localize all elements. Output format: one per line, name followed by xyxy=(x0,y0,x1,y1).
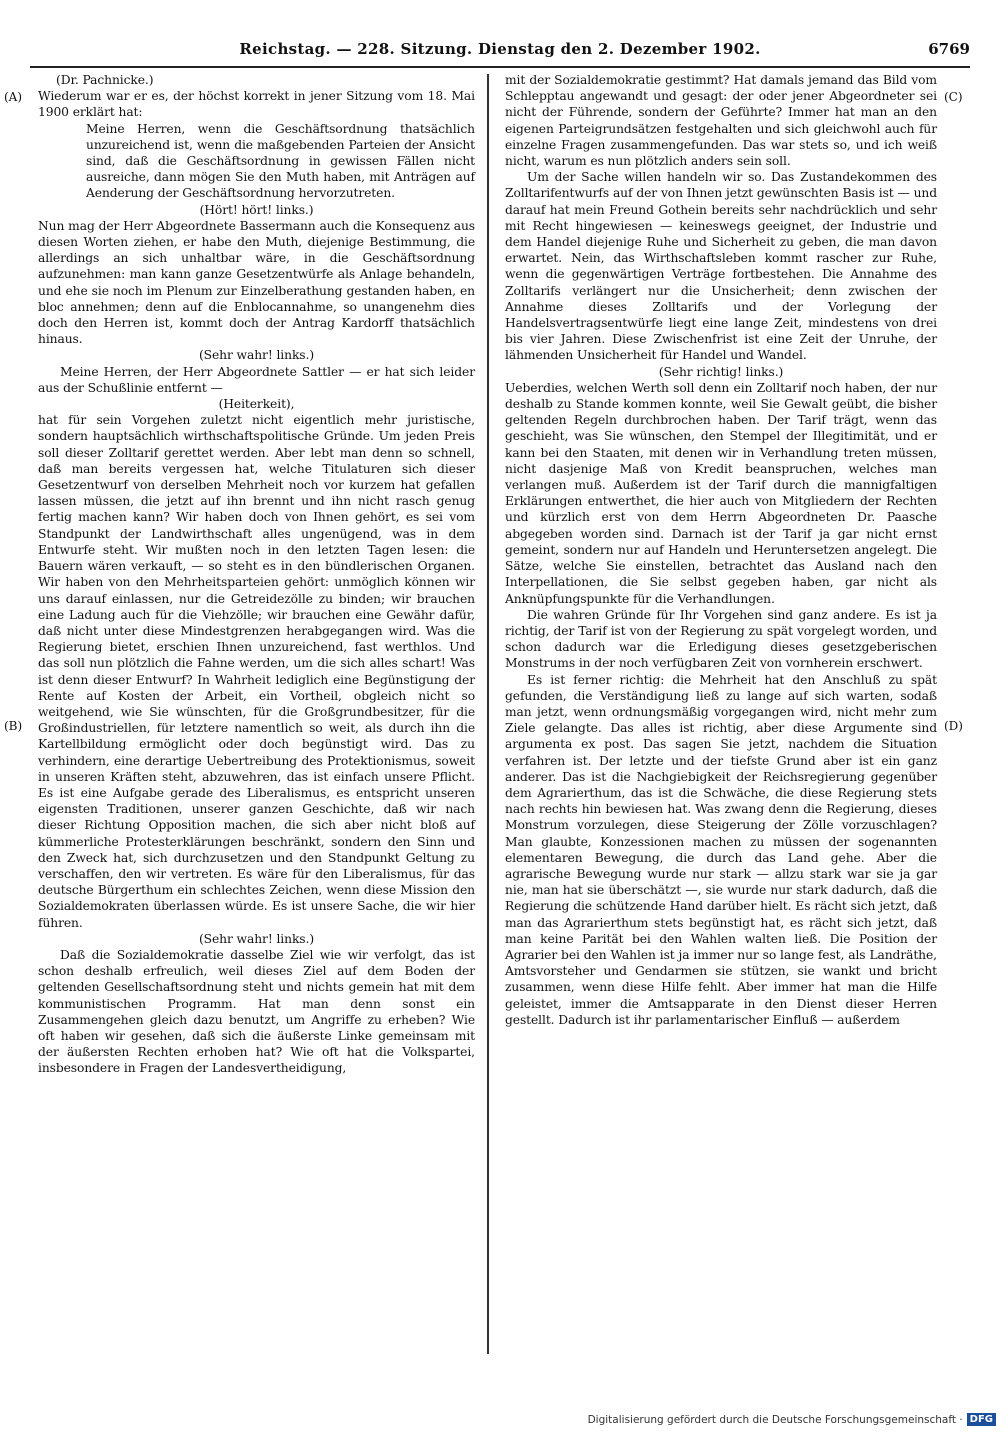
column-divider xyxy=(487,74,489,1354)
quotation: Meine Herren, wenn die Geschäftsordnung thatsächlich unzureichend ist, wenn die maßgebenden Parteien der Ansicht sind, daß die Geschäftsordnung in gewissen Fällen nicht ausreiche, dann mögen Sie den Muth haben, mit Anträgen auf Aenderung der Geschäftsordnung hervorzutreten. xyxy=(86,121,475,201)
dfg-logo: DFG xyxy=(967,1413,996,1426)
paragraph: Nun mag der Herr Abgeordnete Bassermann auch die Konsequenz aus diesen Worten ziehen, er habe den Muth, diejenige Bestimmung, die allerdings an sich unhaltbar wäre, in die Geschäftsordnung aufzunehmen: man kann ganze Gesetzentwürfe als Anlage behandeln, und ehe sie noch im Plenum zur Einzelberathung gestanden haben, en bloc annehmen; denn auf die Enblocannahme, so unangenehm dies doch den Herren ist, kommt doch der Antrag Kardorff thatsächlich hinaus. xyxy=(38,218,475,347)
margin-mark-b: (B) xyxy=(4,719,23,733)
paragraph: Daß die Sozialdemokratie dasselbe Ziel wie wir verfolgt, das ist schon deshalb erfreulich, weil dieses Ziel auf dem Boden der geltenden Gesellschaftsordnung steht und nichts gemein hat mit dem kommunistischen Programm. Hat man denn sonst ein Zusammengehen gleich dazu benutzt, um Angriffe zu erheben? Wie oft haben wir gesehen, daß sich die äußerste Linke gemeinsam mit der äußersten Rechten erhoben hat? Wie oft hat die Volkspartei, insbesondere in Fragen der Landesvertheidigung, xyxy=(38,947,475,1076)
paragraph: Wiederum war er es, der höchst korrekt in jener Sitzung vom 18. Mai 1900 erklärt hat: xyxy=(38,89,475,120)
paragraph: Es ist ferner richtig: die Mehrheit hat den Anschluß zu spät gefunden, die Verständigung ließ zu lange auf sich warten, sodaß man jetzt, wenn ordnungsmäßig vorgegangen wird, nicht mehr zum Ziele gelangte. Das alles ist richtig, aber diese Argumente sind argumenta ex post. Das sagen Sie jetzt, nachdem die Situation verfahren ist. Der letzte und der tiefste Grund aber ist ein ganz anderer. Das ist die Nachgiebigkeit der Reichsregierung gegenüber dem Agrarierthum, das ist die Schwäche, die diese Regierung stets nach rechts hin bewiesen hat. Was zwang denn die Regierung, dieses Monstrum vorzulegen, diese Steigerung der Zölle vorzuschlagen? Man glaubte, Konzessionen machen zu müssen der sogenannten elementaren Bewegung, die durch das Land gehe. Aber die agrarische Bewegung wurde nur stark — allzu stark war sie ja gar nie, man hat sie überschätzt —, sie wurde nur stark dadurch, daß die Regierung die schützende Hand darüber hielt. Es rächt sich jetzt, daß man das Agrarierthum stets begünstigt hat, es rächt sich jetzt, daß man keine Parität bei den Wahlen walten ließ. Die Position der Agrarier bei den Wahlen ist ja immer nur so lange fest, als Landräthe, Amtsvorsteher und Gendarmen sie stützen, sie wankt und bricht zusammen, wenn diese Hilfe fehlt. Aber immer hat man die Hilfe geleistet, immer die Amtsapparate in den Dienst dieser Herren gestellt. Dadurch ist ihr parlamentarischer Einfluß — außerdem xyxy=(505,672,937,1027)
page-number: 6769 xyxy=(928,40,970,58)
paragraph: Ueberdies, welchen Werth soll denn ein Zolltarif noch haben, der nur deshalb zu Stande kommen konnte, weil Sie Gewalt geübt, die bisher geltenden Regeln durchbrochen haben. Der Tarif trägt, wenn das geschieht, was Sie wünschen, den Stempel der Illegitimität, und er kann bei den Staaten, mit denen wir in Verhandlung treten müssen, nicht dasjenige Maß von Kredit beanspruchen, welches man verlangen muß. Außerdem ist der Tarif durch die mannigfaltigen Erklärungen entwerthet, die hier auch von Mitgliedern der Rechten und kürzlich erst von dem Herrn Abgeordneten Dr. Paasche abgegeben worden sind. Darnach ist der Tarif ja gar nicht ernst gemeint, sondern nur auf Handeln und Heruntersetzen angelegt. Die Sätze, welche Sie einstellen, betrachtet das Ausland nach den Interpellationen, die Sie selbst gegeben haben, gar nicht als Anknüpfungspunkte für die Verhandlungen. xyxy=(505,380,937,606)
paragraph: hat für sein Vorgehen zuletzt nicht eigentlich mehr juristische, sondern hauptsächlich wirthschaftspolitische Gründe. Um jeden Preis soll dieser Zolltarif gerettet werden. Aber lebt man denn so schnell, daß man bereits vergessen hat, welche Titulaturen sich dieser Gesetzentwurf von derselben Mehrheit noch vor kurzem hat gefallen lassen müssen, die jetzt auf ihn brennt und ihn nicht rasch genug fertig machen kann? Wir haben doch von Ihnen gehört, es sei vom Standpunkt der Landwirthschaft alles ungenügend, was in dem Entwurfe steht. Wir mußten noch in den letzten Tagen lesen: die Bauern wären verkauft, — so steht es in den bündlerischen Organen. Wir haben von den Mehrheitsparteien gehört: unmöglich können wir uns darauf einlassen, nur die Getreidezölle zu binden; wir brauchen eine Ladung auch für die Viehzölle; wir brauchen eine Gewähr dafür, daß nicht unter diese Mindestgrenzen herabgegangen wird. Was die Regierung bietet, erschien Ihnen unzureichend, fast werthlos. Und das soll nun plötzlich die Fahne werden, um die sich alles schart! Was ist denn dieser Entwurf? In Wahrheit lediglich eine Begünstigung der Rente auf Kosten der Arbeit, ein Vortheil, obgleich nicht so weitgehend, wie Sie wünschten, für die Großgrundbesitzer, für die Großindustriellen, für letztere namentlich so weit, als durch ihn die Kartellbildung ermöglicht oder doch begünstigt wird. Das zu verhindern, eine derartige Uebertreibung des Protektionismus, soweit in unseren Kräften steht, abzuwehren, das ist einfach unsere Pflicht. Es ist eine Aufgabe gerade des Liberalismus, es entspricht unseren eigensten Traditionen, unserer ganzen Geschichte, daß wir nach dieser Richtung Opposition machen, die sich aber nicht bloß auf kümmerliche Protesterklärungen beschränkt, sondern den Sinn und den Zweck hat, sich durchzusetzen und den Standpunkt Geltung zu verschaffen, den wir vertreten. Es wäre für den Liberalismus, für das deutsche Bürgerthum ein schlechtes Zeichen, wenn diese Mission den Sozialdemokraten überlassen würde. Es ist unsere Sache, die wir hier führen. xyxy=(38,413,475,930)
margin-mark-a: (A) xyxy=(4,90,23,104)
paragraph: mit der Sozialdemokratie gestimmt? Hat damals jemand das Bild vom Schlepptau angewandt und gesagt: der oder jener Abgeordneter sei nicht der Führende, sondern der Geführte? Immer hat man an den eigenen Parteigrundsätzen festgehalten und sich gleichwohl auch für einzelne Fragen zusammengefunden. Das war stets so, und ich weiß nicht, warum es nun plötzlich anders sein soll. xyxy=(505,73,937,169)
interjection: (Sehr richtig! links.) xyxy=(658,364,784,379)
right-column xyxy=(505,72,937,1028)
page-header xyxy=(30,40,970,64)
paragraph: Die wahren Gründe für Ihr Vorgehen sind ganz andere. Es ist ja richtig, der Tarif ist von der Regierung zu spät vorgelegt worden, und schon dadurch war die Erledigung dieses gesetzgeberischen Monstrums in der noch verfügbaren Zeit von vornherein erschwert. xyxy=(505,607,937,671)
interjection: (Hört! hört! links.) xyxy=(199,202,314,217)
digitization-credit xyxy=(588,1413,996,1426)
paragraph: Meine Herren, der Herr Abgeordnete Sattler — er hat sich leider aus der Schußlinie entfernt — xyxy=(38,364,475,395)
speaker-name: (Dr. Pachnicke.) xyxy=(56,73,154,87)
interjection: (Sehr wahr! links.) xyxy=(198,931,315,946)
running-title: Reichstag. — 228. Sitzung. Dienstag den 2. Dezember 1902. xyxy=(239,40,761,58)
header-rule xyxy=(30,66,970,68)
paragraph: Um der Sache willen handeln wir so. Das Zustandekommen des Zolltarifentwurfs auf der von Ihnen jetzt gewünschten Basis ist — und darauf hat mein Freund Gothein bereits sehr nachdrücklich und sehr mit Recht hingewiesen — keineswegs geeignet, der Industrie und dem Handel diejenige Ruhe und Sicherheit zu geben, die man davon erwartet. Nein, das Wirthschaftsleben kommt rascher zur Ruhe, wenn die gegenwärtigen Verträge fortbestehen. Die Annahme des Zolltarifs verlängert nur die Unsicherheit; denn zwischen der Annahme dieses Zolltarifs und der Vorlegung der Handelsvertragsentwürfe liegt eine lange Zeit, mindestens von drei bis vier Jahren. Diese Zwischenfrist ist eine Zeit der Unruhe, der lähmenden Unsicherheit für Handel und Wandel. xyxy=(505,170,937,363)
interjection: (Sehr wahr! links.) xyxy=(198,348,315,363)
margin-mark-d: (D) xyxy=(944,719,963,733)
margin-mark-c: (C) xyxy=(944,90,963,104)
interjection: (Heiterkeit), xyxy=(218,397,295,412)
left-column xyxy=(38,72,475,1077)
credit-text: Digitalisierung gefördert durch die Deutsche Forschungsgemeinschaft · xyxy=(587,1413,963,1426)
